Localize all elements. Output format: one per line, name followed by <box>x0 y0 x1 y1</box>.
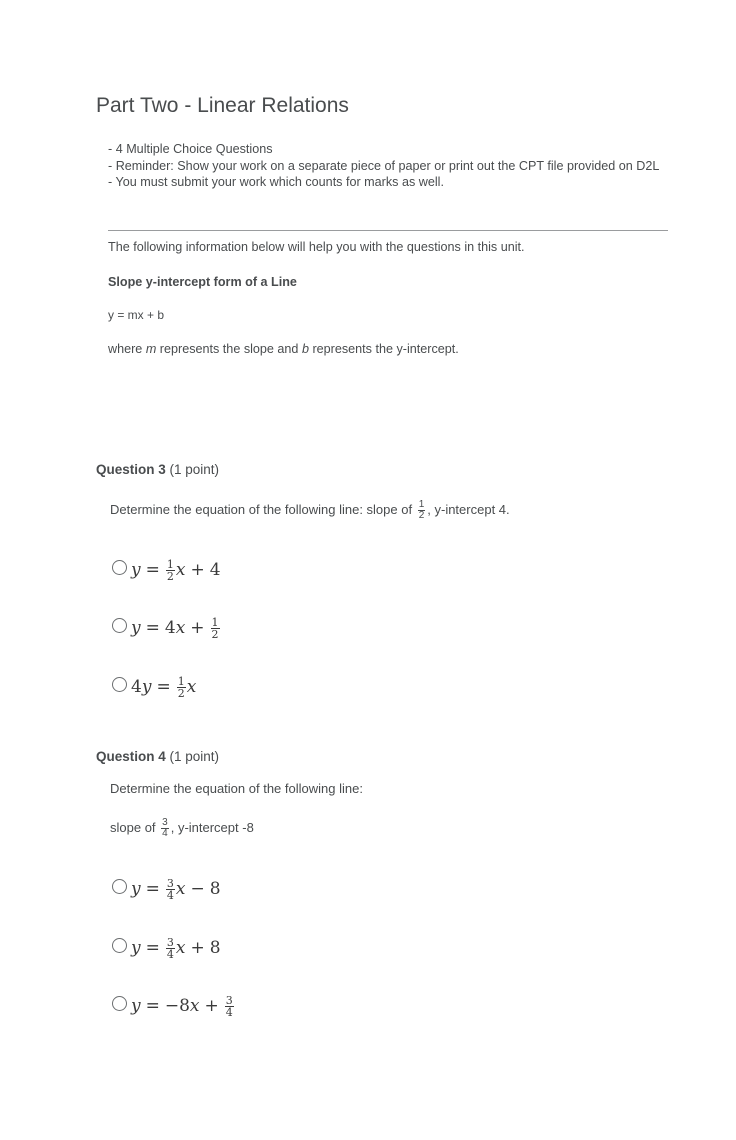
radio-button[interactable] <box>112 996 127 1011</box>
option-equation: y = $\frac{3}{4}$ x + 8 <box>131 935 221 961</box>
fraction-numerator: 1 <box>418 499 425 510</box>
fraction-numerator: 3 <box>162 817 168 828</box>
info-heading: Slope y-intercept form of a Line <box>108 275 297 289</box>
question-4-header <box>96 749 219 764</box>
radio-button[interactable] <box>112 618 127 633</box>
question-3-option-2[interactable] <box>112 614 221 642</box>
question-3-prompt <box>110 500 510 521</box>
prompt-text: Determine the equation of the following line: slope of <box>110 501 416 517</box>
fraction-denominator: 2 <box>418 510 425 521</box>
question-4-option-1[interactable] <box>112 875 221 903</box>
option-equation: y = $\frac{3}{4}$ x − 8 <box>131 876 221 902</box>
page-title: Part Two - Linear Relations <box>96 94 349 117</box>
prompt-fraction <box>418 500 426 521</box>
section-divider <box>108 230 668 231</box>
prompt-text: slope of <box>110 819 160 835</box>
question-3-option-1[interactable] <box>112 556 221 584</box>
instructions-list <box>108 141 668 191</box>
where-prefix: where <box>108 342 146 356</box>
question-3-label: Question 3 <box>96 462 166 477</box>
question-4-option-2[interactable] <box>112 934 221 962</box>
question-3-points: (1 point) <box>165 462 220 477</box>
instruction-item: - Reminder: Show your work on a separate piece of paper or print out the CPT file provided on D2L <box>108 158 660 173</box>
instruction-item: - 4 Multiple Choice Questions <box>108 142 273 156</box>
question-4-option-3[interactable] <box>112 992 235 1020</box>
radio-button[interactable] <box>112 938 127 953</box>
prompt-text: , y-intercept -8 <box>170 819 254 835</box>
question-3-option-3[interactable] <box>112 673 196 701</box>
info-formula: y = mx + b <box>108 308 165 322</box>
option-equation: 4 y = $\frac{1}{2}$ x <box>131 674 197 700</box>
radio-button[interactable] <box>112 677 127 692</box>
option-equation: y = 4 x + $\frac{1}{2}$ <box>131 615 219 641</box>
radio-button[interactable] <box>112 560 127 575</box>
instruction-item: - You must submit your work which counts for marks as well. <box>108 175 444 189</box>
question-4-prompt-2 <box>110 818 254 839</box>
radio-button[interactable] <box>112 879 127 894</box>
where-m: m <box>145 342 157 356</box>
option-equation: y = −8 x + $\frac{3}{4}$ <box>131 993 233 1019</box>
prompt-text: , y-intercept 4. <box>427 501 510 517</box>
question-4-label: Question 4 <box>96 749 166 764</box>
info-where <box>108 342 459 356</box>
question-4-points: (1 point) <box>165 749 220 764</box>
prompt-fraction <box>161 818 169 839</box>
where-mid: represents the slope and <box>156 342 302 356</box>
option-equation: y = $\frac{1}{2}$ x + 4 <box>131 557 221 583</box>
info-intro: The following information below will help you with the questions in this unit. <box>108 240 525 254</box>
where-suffix: represents the y-intercept. <box>308 342 459 356</box>
question-4-prompt: Determine the equation of the following line: <box>110 781 363 796</box>
where-b: b <box>301 342 309 356</box>
fraction-denominator: 4 <box>162 828 168 839</box>
question-3-header <box>96 462 219 477</box>
